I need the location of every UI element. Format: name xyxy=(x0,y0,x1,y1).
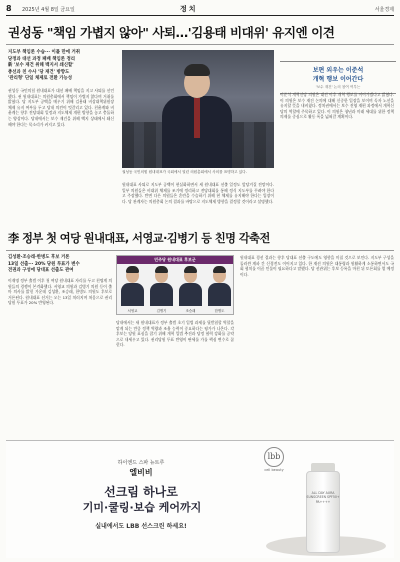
article1-photo xyxy=(122,50,274,168)
deck-line: 전권과 구성에 당대표 선출도 관여 xyxy=(8,268,74,273)
article1-body-col1 xyxy=(8,88,114,127)
masthead xyxy=(6,4,394,16)
candidate-portrait xyxy=(148,266,175,306)
candidate-portrait xyxy=(177,266,204,306)
portrait-hair xyxy=(126,266,139,273)
body-text: 권성동 국민의힘 원내대표가 대선 패배 책임을 지고 사퇴를 선언했다. 권 원내대표는 의원총회에서 책임이 가볍지 않다며 거취를 밝혔다. 당 지도부 공백을 메우기 위해 김용태 비상대책위원장 체제 유지 여부를 두고 당내 의견이 엇갈리고 있다. 친윤계와 비윤계는 향후 전당대회 일정과 지도체제 개편 방향을 놓고 충돌하는 양상이다. 당내에서는 보수 재건을 위해 백지 상태에서 쇄신해야 한다는 목소리가 커지고 있다. xyxy=(8,88,114,127)
publication-date: 2025년 4월 8일 금요일 xyxy=(22,7,75,13)
body-text: 원내대표 경선 결과는 향후 당대표 선출 구도에도 영향을 미칠 것으로 보인다. 지도부 구성을 둘러싼 계파 간 신경전도 이어지고 있다. 한 재선 의원은 대통령과 원활하게 소통하면서도 국회 협치를 이끌 인물이 필요하다고 말했다. 당 선관위는 후보 등록을 마친 뒤 토론회를 열 예정이다. xyxy=(240,255,394,277)
brand-name: cell beauty xyxy=(264,468,284,472)
sunscreen-tube xyxy=(306,471,340,553)
portrait-hair xyxy=(184,266,197,273)
ad-headline: 선크림 하나로 xyxy=(104,485,178,499)
candidate-name: 김병기 xyxy=(156,309,167,313)
article2-deck xyxy=(8,255,112,275)
candidate-portrait xyxy=(119,266,146,306)
ad-tagline: 하이엔드 스파 뉴트루 xyxy=(117,460,165,466)
deck-line: 13일 선출··· 20% 당원 투표가 변수 xyxy=(8,261,80,267)
page-number: 8 xyxy=(6,4,12,13)
candidate-name: 한병도 xyxy=(214,309,225,313)
paper-name: 서울경제 xyxy=(374,7,394,13)
article1-body-col3 xyxy=(280,92,394,120)
sidebar-title-2: 개혁 행보 이어간다 xyxy=(312,76,364,83)
article2-body-col1 xyxy=(8,278,112,306)
deck-line: 지도부 책임론 수습··· 이틀 만에 거취 xyxy=(8,50,81,55)
body-text: 원내대표 사퇴로 지도부 공백이 현실화하면서 새 원내대표 선출 일정도 앞당겨질 전망이다. 일부 의원들은 비대위 체제를 조기에 정리하고 전당대회를 통해 정식 지도부를 꾸려야 한다고 주장했다. 반면 다른 의원들은 혼란을 수습하기 위해 현 체제를 유지해야 한다는 입장이다. 당 관계자는 의원총회 논의 결과를 바탕으로 지도체제 방향을 결정할 것이라고 설명했다. xyxy=(122,182,274,204)
article1-headline: 권성동 "책임 가볍지 않아" 사퇴…'김용태 비대위' 유지엔 이견 xyxy=(8,25,335,40)
ad-cta: 실내에서도 LBB 선스크린 하세요! xyxy=(95,523,187,530)
candidates-photoset xyxy=(116,255,234,315)
portrait-hair xyxy=(213,266,226,273)
tube-label: ALL DAY AURA SUNSCREEN SPF50+ PA++++ xyxy=(306,491,340,504)
portrait-body xyxy=(179,283,202,306)
divider xyxy=(6,44,394,45)
advertisement[interactable] xyxy=(6,440,394,558)
article1-photo-caption: 권성동 국민의힘 원내대표가 국회에서 열린 의원총회에서 사의를 표명하고 있다. xyxy=(122,170,247,174)
portrait-hair xyxy=(155,266,168,273)
divider xyxy=(6,250,394,251)
deck-line: 김성환·조승래·한병도 후보 거론 xyxy=(8,255,70,260)
body-text: 이준석 개혁신당 의원은 대선 이후 개혁 행보를 이어가겠다고 밝혔다. 이 의원은 보수 재건 논의에 대해 신중한 입장을 보이며 독자 노선을 유지할 뜻을 내비쳤다. 정치권에서는 보수 진영 재편 과정에서 개혁신당의 역할에 주목하고 있다. 이 의원은 청년과 미래 세대를 위한 정책 의제를 중심으로 활동 폭을 넓혀갈 계획이다. xyxy=(280,92,394,120)
candidate-portrait xyxy=(206,266,233,306)
deck-line: 당정과 대선 과정 패배 책임론 정리 xyxy=(8,56,76,62)
article2-body-col2 xyxy=(116,320,234,348)
portrait-body xyxy=(150,283,173,306)
sidebar-byline: '보수 재건' 논의 참여 여부는 xyxy=(315,85,361,89)
article1-deck xyxy=(8,50,118,83)
article1-body-col2 xyxy=(122,182,274,204)
portrait-body xyxy=(208,283,231,306)
article2-headline: 李 정부 첫 여당 원내대표, 서영교·김병기 등 친명 각축전 xyxy=(8,232,270,245)
portrait-body xyxy=(121,283,144,306)
article2-body-col3 xyxy=(240,255,394,277)
brand-logo: lbb xyxy=(264,447,284,467)
photo-figure-hair xyxy=(184,64,210,76)
sidebar-title-1: 보편 외우는 이준석 xyxy=(312,67,364,74)
deck-line: '관리형' 단일 체제로 전환 가능성 xyxy=(8,76,72,81)
deck-line: 新 '보수 재건 위해 백지서 쇄신할' xyxy=(8,63,74,68)
candidate-name: 조승래 xyxy=(185,309,196,313)
body-text: 당내에서는 새 원내대표가 정부 출범 초기 입법 과제를 뒷받침할 역할을 맡게 되는 만큼 정책 역량과 조율 능력이 중요하다는 평가가 나온다. 각 후보는 당원 표심을 잡기 위해 개혁 입법 추진과 당정 협력 강화를 공약으로 내세우고 있다. 권리당원 투표 반영이 판세를 가를 핵심 변수로 꼽힌다. xyxy=(116,320,234,348)
sidebar-box xyxy=(280,61,396,94)
body-text: 이재명 정부 출범 이후 첫 여당 원내대표 자리를 두고 친명계 의원들의 경쟁이 본격화했다. 서영교 의원과 김병기 의원 등이 출마 의사를 밝힌 가운데 김성환, 조승래, 한병도 의원도 후보로 거론된다. 원내대표 선거는 오는 13일 치러지며 처음으로 권리당원 투표가 20% 반영된다. xyxy=(8,278,112,306)
photo-figure-tie xyxy=(194,98,200,138)
section-title: 정치 xyxy=(180,5,198,13)
candidate-name: 서영교 xyxy=(127,309,138,313)
ad-headline-2: 기미·쿨링·보습 케어까지 xyxy=(82,501,202,514)
photoset-title: 민주당 원내대표 후보군 xyxy=(117,256,233,264)
deck-line: 총선과 친 수사 '당 재건' 방향도 xyxy=(8,69,70,75)
ad-product-name: 엘비비 xyxy=(129,468,153,477)
